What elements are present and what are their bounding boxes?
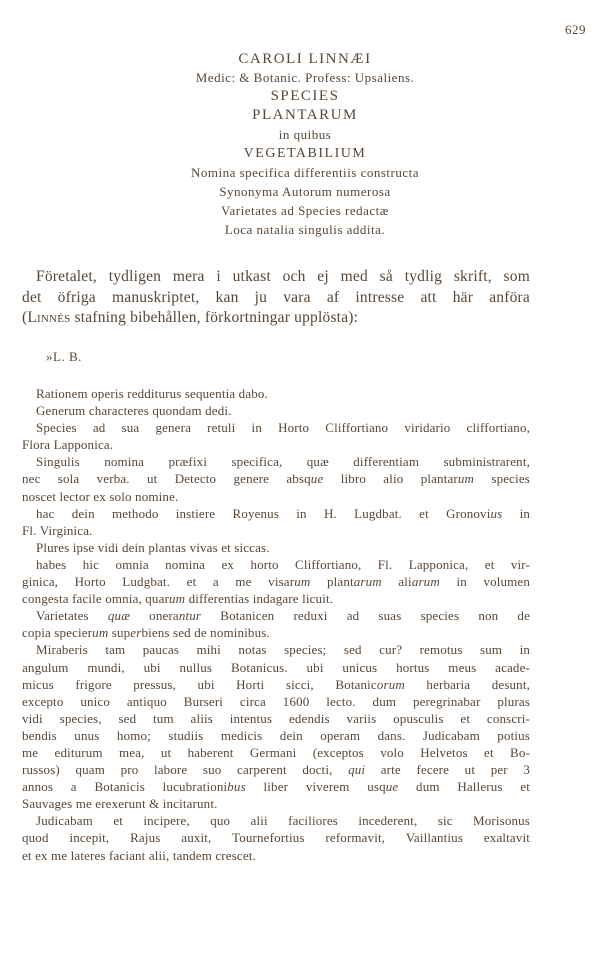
text-italic: er (130, 625, 142, 641)
text-line: excepto unico antiquo Burseri circa 1600 lecto. dum peregrinabar pluras (22, 693, 530, 709)
text-italic: um (169, 591, 186, 607)
text-segment: in volumen (439, 574, 531, 590)
title-in-quibus: in quibus (278, 127, 332, 142)
text-segment: herbaria desunt, (404, 676, 530, 692)
text-italic: us (490, 505, 503, 521)
text-segment: biens sed de nominibus. (141, 625, 270, 641)
text-italic: ue (310, 471, 324, 487)
text-line (22, 761, 530, 778)
text-segment: hac dein methodo instiere Royenus in H. Lugdbat. et Gronovi (36, 505, 491, 521)
text-segment: copia specier (22, 625, 93, 641)
text-line: et ex me lateres faciant alii, tandem crescet. (22, 847, 256, 863)
text-line (22, 624, 530, 641)
text-segment: congesta facile omnia, quar (22, 591, 169, 607)
text-line: quod incepit, Rajus auxit, Tournefortius reformavit, Vaillantius exaltavit (22, 830, 530, 846)
text-line: me editurum mea, ut haberent Germani (exceptos volo Helvetos et Bo- (22, 744, 530, 760)
text-segment: arte fecere ut per 3 (365, 762, 530, 778)
text-line (22, 470, 530, 487)
text-segment: ginica, Horto Ludgbat. et a me visar (22, 574, 295, 590)
title-block (43, 50, 567, 239)
text-segment: dum Hallerus et (398, 779, 530, 795)
title-line-2: Synonyma Autorum numerosa (219, 184, 391, 199)
text-segment: species (474, 471, 530, 487)
intro-line (22, 308, 530, 329)
text-italic: quæ (107, 608, 131, 624)
text-segment: sup (108, 625, 131, 641)
text-segment: Varietates (36, 608, 108, 624)
text-italic: orum (376, 676, 405, 692)
text-italic: um (457, 471, 475, 487)
title-line-1: Nomina specifica differentiis constructa (190, 165, 420, 180)
text-segment: liber viverem usq (245, 779, 386, 795)
text-italic: um (92, 625, 109, 641)
text-line: Flora Lapponica. (22, 437, 114, 453)
text-segment: libro alio plantar (323, 471, 458, 487)
text-segment: plant (310, 574, 354, 590)
latin-text (22, 385, 530, 864)
text-line: Species ad sua genera retuli in Horto Cliffortiano viridario cliffortiano, (36, 420, 530, 436)
text-line: Plures ipse vidi dein plantas vivas et siccas. (36, 539, 270, 555)
title-plantarum: PLANTARUM (252, 107, 358, 123)
text-italic: qui (348, 762, 366, 778)
text-line: Miraberis tam paucas mihi notas species; sed cur? remotus sum in (36, 642, 530, 658)
intro-line-rest: stafning bibehållen, förkortningar upplösta): (70, 309, 359, 326)
text-segment: in (502, 505, 530, 521)
intro-paren: ( (22, 309, 28, 326)
title-office: Medic: & Botanic. Profess: Upsaliens. (195, 70, 415, 85)
text-line: Sauvages me erexerunt & incitarunt. (22, 796, 218, 812)
text-italic: ue (385, 779, 399, 795)
text-line: bendis unus homo; studiis medicis dein operam dans. Judicabam potius (22, 727, 530, 743)
title-author: CAROLI LINNÆI (238, 51, 372, 67)
text-italic: ntur (178, 608, 202, 624)
text-segment: nec sola verba. ut Detecto genere absq (22, 471, 311, 487)
text-italic: arum (411, 574, 440, 590)
text-segment: micus frigore pressus, ubi Horti sicci, Botanic (22, 676, 377, 692)
text-line (22, 573, 530, 590)
signature: »L. B. (46, 349, 82, 364)
text-segment: Botanicen reduxi ad suas species non de (201, 608, 530, 624)
text-line (22, 676, 530, 693)
text-line: habes hic omnia nomina ex horto Cliffortiano, Fl. Lapponica, et vir- (36, 556, 530, 572)
text-line: Singulis nomina præfixi specifica, quæ differentiam subministrarent, (36, 454, 530, 470)
page-number: 629 (565, 22, 586, 37)
title-species: SPECIES (270, 88, 340, 104)
text-italic: um (294, 574, 311, 590)
text-line (22, 778, 530, 795)
intro-line: det öfriga manuskriptet, kan ju vara af intresse att här anföra (22, 288, 530, 306)
title-vegetabilium: VEGETABILIUM (243, 146, 367, 161)
text-line: Rationem operis redditurus sequentia dabo. (36, 386, 268, 401)
text-segment: annos a Botanicis lucubrationi (22, 779, 228, 795)
linne-name: Linnés (27, 309, 71, 326)
text-line: Judicabam et incipere, quo alii faciliores incederent, sic Morisonus (36, 813, 530, 829)
text-segment: onera (130, 608, 179, 624)
text-line: noscet lector ex solo nomine. (22, 488, 179, 504)
title-line-3: Varietates ad Species redactæ (221, 203, 389, 218)
intro-line: Företalet, tydligen mera i utkast och ej med så tydlig skrift, som (36, 268, 530, 285)
intro-paragraph (22, 267, 530, 329)
text-segment: russos) quam pro labore suo carperent docti, (22, 762, 349, 778)
text-italic: arum (353, 574, 382, 590)
text-line (22, 590, 530, 607)
text-segment: differentias indagare licuit. (185, 591, 334, 607)
text-line (22, 607, 530, 624)
text-italic: bus (227, 779, 246, 795)
title-line-4: Loca natalia singulis addita. (224, 222, 386, 237)
text-line: angulum mundi, ubi nullus Botanicus. ubi unicus hortus meus acade- (22, 659, 530, 675)
text-line: vidi species, sed tum aliis intentus edendis variis opusculis et conscri- (22, 710, 530, 726)
text-line (22, 505, 530, 522)
text-line: Fl. Virginica. (22, 522, 93, 538)
text-line: Generum characteres quondam dedi. (36, 403, 232, 419)
text-segment: ali (381, 574, 412, 590)
